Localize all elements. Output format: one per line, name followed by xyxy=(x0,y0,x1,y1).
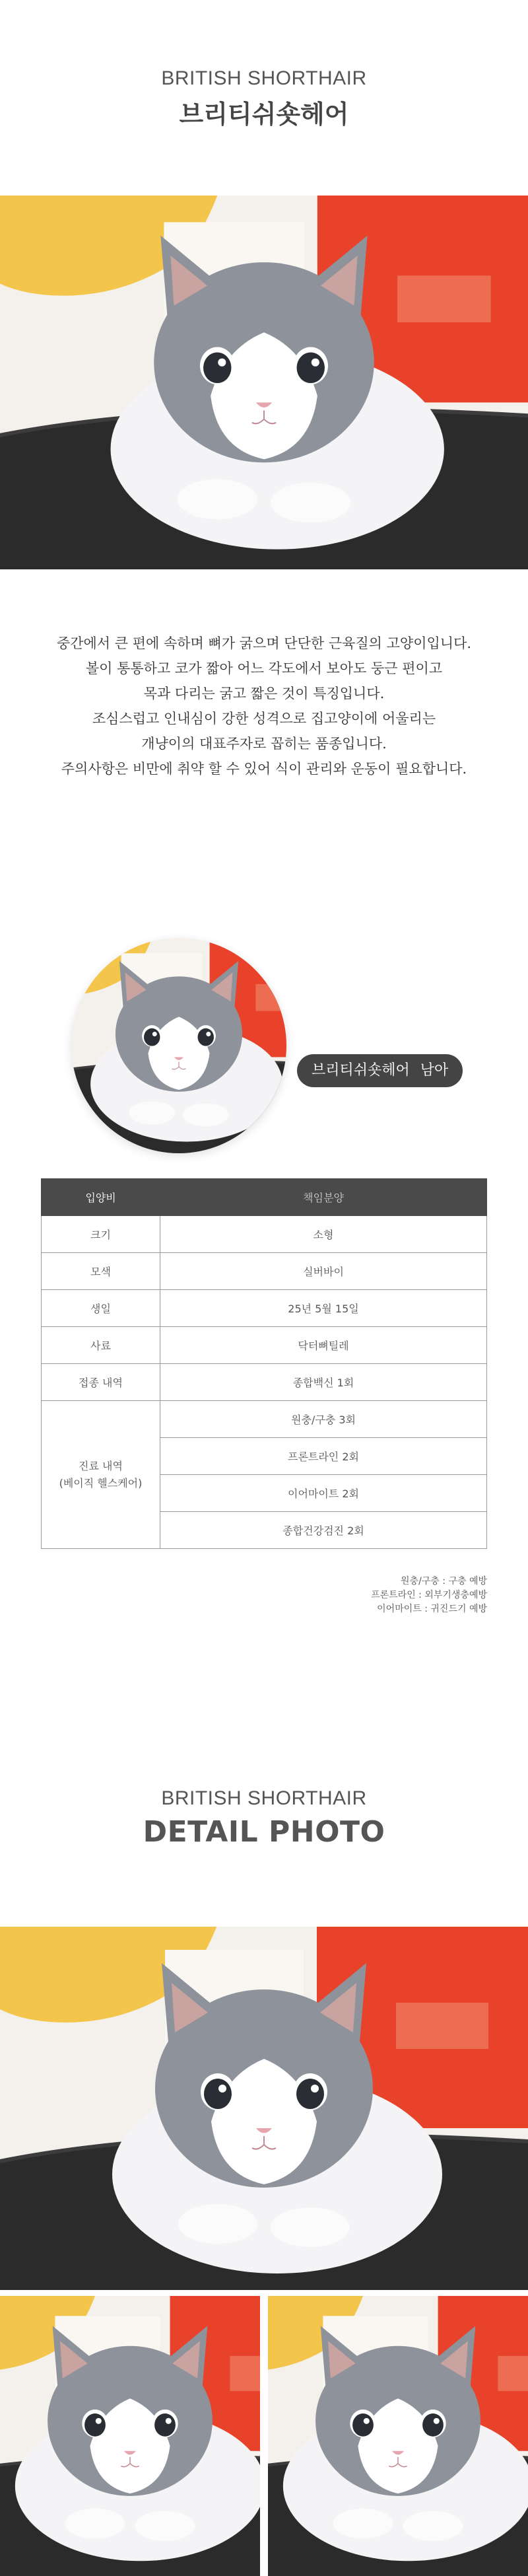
table-row-label: 모색 xyxy=(42,1253,160,1290)
table-header-row xyxy=(42,1179,487,1216)
description-line: 주의사항은 비만에 취약 할 수 있어 식이 관리와 운동이 필요합니다. xyxy=(61,761,467,777)
care-value: 원충/구충 3회 xyxy=(160,1401,487,1438)
profile-sex: 남아 xyxy=(420,1062,449,1079)
care-note: 원충/구충 : 구충 예방 xyxy=(401,1576,487,1587)
breed-header xyxy=(0,67,528,130)
detail-photo-left xyxy=(0,2296,260,2576)
table-row-value: 25년 5월 15일 xyxy=(160,1290,487,1327)
detail-photo-right xyxy=(268,2296,528,2576)
detail-english-title: BRITISH SHORTHAIR xyxy=(161,1787,367,1809)
care-history-label xyxy=(42,1401,160,1549)
table-row-label: 사료 xyxy=(42,1327,160,1364)
profile-breed-name: 브리티쉬숏헤어 xyxy=(312,1062,410,1079)
breed-english-title: BRITISH SHORTHAIR xyxy=(161,67,367,89)
table-row xyxy=(42,1253,487,1290)
table-row-value: 종합백신 1회 xyxy=(160,1364,487,1401)
table-header-type: 책임분양 xyxy=(160,1179,487,1216)
profile-name-badge xyxy=(297,1054,463,1087)
description-line: 조심스럽고 인내심이 강한 성격으로 집고양이에 어울리는 xyxy=(92,711,436,727)
description-line: 목과 다리는 굵고 짧은 것이 특징입니다. xyxy=(143,686,385,701)
table-row xyxy=(42,1290,487,1327)
table-row-label: 접종 내역 xyxy=(42,1364,160,1401)
description-line: 개냥이의 대표주자로 꼽히는 품종입니다. xyxy=(141,736,387,752)
detail-header xyxy=(0,1787,528,1849)
detail-photo-title: DETAIL PHOTO xyxy=(143,1815,385,1849)
adoption-info-table xyxy=(41,1178,487,1549)
detail-photo-large xyxy=(0,1927,528,2290)
table-row xyxy=(42,1364,487,1401)
care-label-line: (베이직 헬스케어) xyxy=(59,1476,143,1489)
care-label-line: 진료 내역 xyxy=(79,1459,123,1472)
table-row xyxy=(42,1327,487,1364)
care-value: 종합건강검진 2회 xyxy=(160,1512,487,1549)
table-row-value: 소형 xyxy=(160,1216,487,1253)
table-row-value: 닥터뼈틸레 xyxy=(160,1327,487,1364)
breed-description xyxy=(0,631,528,781)
table-row xyxy=(42,1401,487,1438)
description-line: 볼이 통통하고 코가 짧아 어느 각도에서 보아도 둥근 편이고 xyxy=(85,661,443,676)
table-header-fee: 입양비 xyxy=(42,1179,160,1216)
table-row-value: 실버바이 xyxy=(160,1253,487,1290)
care-note: 프론트라인 : 외부기생충예방 xyxy=(371,1590,487,1600)
care-note: 이어마이트 : 귀진드기 예방 xyxy=(377,1604,487,1614)
profile-kitten-photo xyxy=(71,938,286,1153)
table-row-label: 생일 xyxy=(42,1290,160,1327)
care-value: 이어마이트 2회 xyxy=(160,1475,487,1512)
table-row-label: 크기 xyxy=(42,1216,160,1253)
care-notes xyxy=(371,1575,487,1616)
main-kitten-photo xyxy=(0,196,528,569)
breed-korean-title: 브리티쉬숏헤어 xyxy=(179,100,349,129)
table-row xyxy=(42,1216,487,1253)
care-value: 프론트라인 2회 xyxy=(160,1438,487,1475)
description-line: 중간에서 큰 편에 속하며 뼈가 굵으며 단단한 근육질의 고양이입니다. xyxy=(56,635,472,651)
